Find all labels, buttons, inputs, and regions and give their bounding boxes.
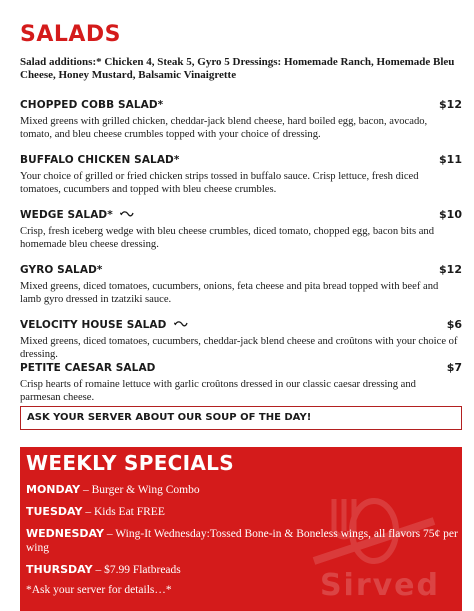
special-text: – Wing-It Wednesday:Tossed Bone-in & Boneless wings, all flavors 75¢ per wing: [26, 528, 458, 554]
special-text: – Burger & Wing Combo: [80, 484, 200, 496]
item-price: $6: [446, 318, 462, 331]
menu-item: [20, 361, 464, 404]
special-text: – Kids Eat FREE: [82, 506, 165, 518]
item-name: VELOCITY HOUSE SALAD: [20, 319, 167, 331]
special-item: [26, 563, 458, 577]
item-description: Crisp hearts of romaine lettuce with garlic croûtons dressed in our classic caesar dressing and parmesan cheese.: [20, 379, 416, 403]
soup-notice-text: ASK YOUR SERVER ABOUT OUR SOUP OF THE DAY!: [27, 412, 312, 423]
menu-item: [20, 208, 464, 251]
spicy-pepper-icon: [170, 318, 188, 331]
menu-item: [20, 153, 464, 196]
special-item: [26, 483, 458, 497]
spicy-pepper-icon: [117, 208, 135, 221]
item-price: $12: [439, 98, 462, 111]
sirved-watermark: Sirved: [319, 568, 440, 603]
item-name: GYRO SALAD*: [20, 264, 103, 276]
menu-item: [20, 98, 464, 141]
item-description: Mixed greens with grilled chicken, cheddar-jack blend cheese, hard boiled egg, bacon, avocado, tomato, and bleu cheese crumbles topped with your choice of dressing.: [20, 116, 428, 140]
item-price: $12: [439, 263, 462, 276]
item-description: Your choice of grilled or fried chicken strips tossed in buffalo sauce. Crisp lettuce, fresh diced tomatoes, cucumbers and topped with bleu cheese crumbles.: [20, 171, 419, 195]
salad-additions: Salad additions:* Chicken 4, Steak 5, Gyro 5 Dressings: Homemade Ranch, Homemade Bleu Cheese, Honey Mustard, Balsamic Vinaigrette: [20, 56, 455, 81]
weekly-specials-title: WEEKLY SPECIALS: [26, 451, 234, 475]
special-item: [26, 527, 458, 555]
weekly-specials-panel: [20, 447, 462, 611]
item-price: $10: [439, 208, 462, 221]
salads-title: SALADS: [20, 22, 122, 47]
menu-item: [20, 263, 464, 306]
item-name: WEDGE SALAD*: [20, 209, 113, 221]
item-name: CHOPPED COBB SALAD*: [20, 99, 164, 111]
menu-item: [20, 318, 464, 361]
item-price: $7: [446, 361, 462, 374]
special-day: THURSDAY: [26, 563, 93, 576]
item-description: Mixed greens, diced tomatoes, cucumbers, cheddar-jack blend cheese and croûtons with your choice of dressing.: [20, 336, 458, 360]
specials-footer-note: *Ask your server for details…*: [26, 584, 172, 596]
item-price: $11: [439, 153, 462, 166]
item-name: BUFFALO CHICKEN SALAD*: [20, 154, 180, 166]
special-text: – $7.99 Flatbreads: [92, 564, 181, 576]
special-day: WEDNESDAY: [26, 527, 104, 540]
item-description: Crisp, fresh iceberg wedge with bleu cheese crumbles, diced tomato, chopped egg, bacon bits and homemade bleu cheese dressing.: [20, 226, 435, 250]
item-name: PETITE CAESAR SALAD: [20, 362, 156, 374]
soup-of-the-day-notice: [20, 406, 462, 430]
special-day: TUESDAY: [26, 505, 83, 518]
special-item: [26, 505, 458, 519]
item-description: Mixed greens, diced tomatoes, cucumbers, onions, feta cheese and pita bread topped with beef and lamb gyro dressed in tzatziki sauce.: [20, 281, 439, 305]
special-day: MONDAY: [26, 483, 81, 496]
